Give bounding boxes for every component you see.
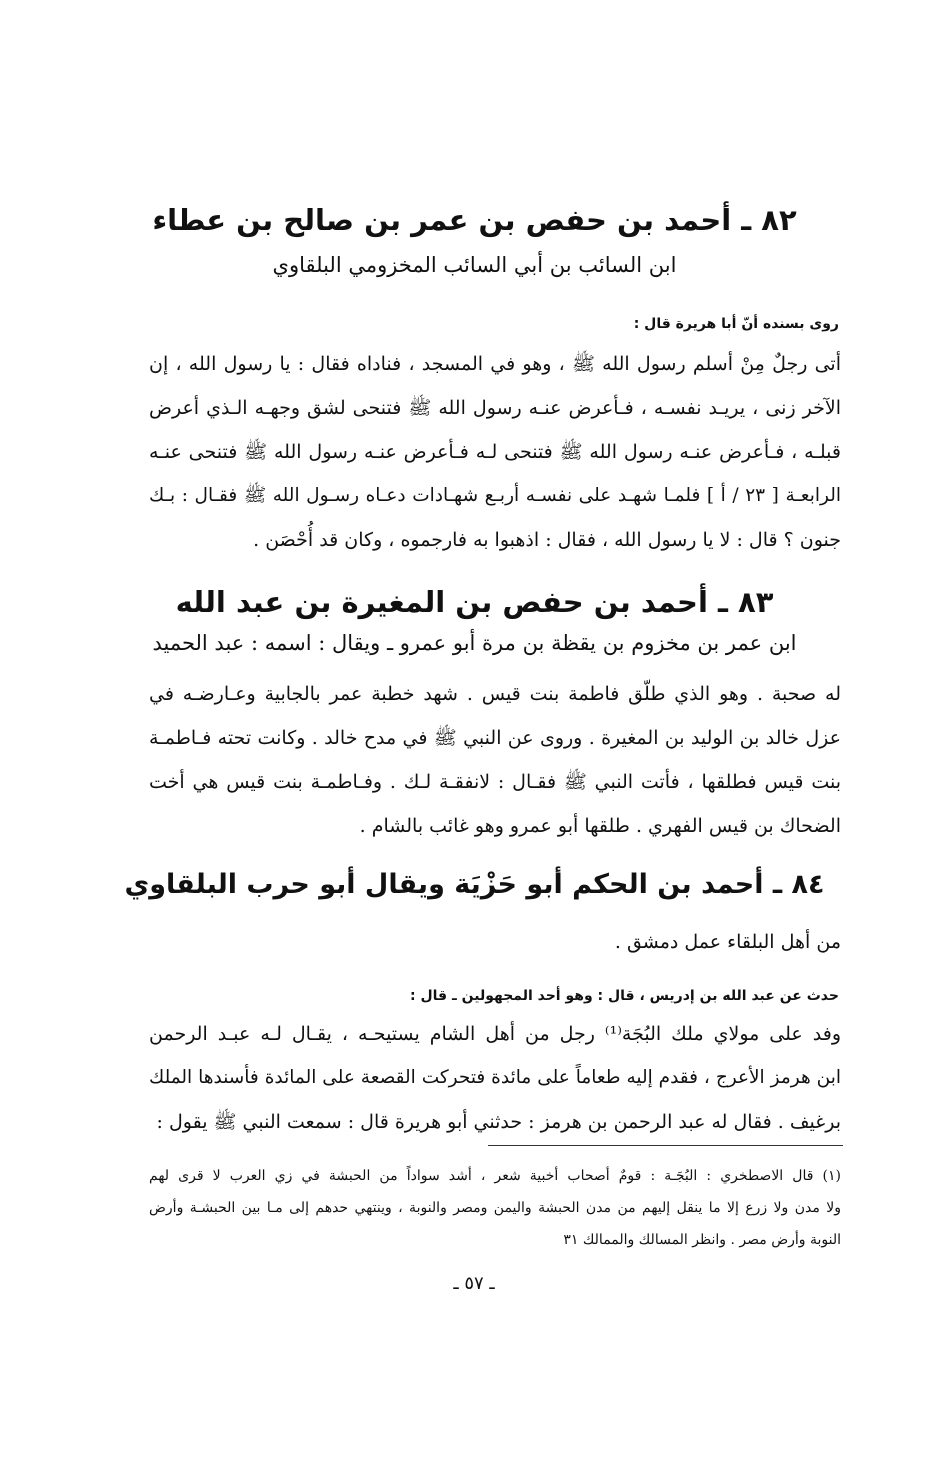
footnote xyxy=(149,1160,841,1256)
entry-84-isnad: حدث عن عبد الله بن إدريس ، قال : وهو أحد المجهولين ـ قال : xyxy=(410,988,839,1004)
text-line: ابن هرمز الأعرج ، فقدم إليه طعاماً على مائدة فتحركت القصعة على المائدة فأسندها الملك xyxy=(149,1067,841,1088)
entry-82-isnad: روى بسنده أنّ أبا هريرة قال : xyxy=(633,316,839,332)
entry-83-subheading: ابن عمر بن مخزوم بن يقظة بن مرة أبو عمرو ـ ويقال : اسمه : عبد الحميد xyxy=(152,631,797,655)
entry-83-body xyxy=(149,672,841,848)
text-line: الضحاك بن قيس الفهري . طلقها أبو عمرو وهو غائب بالشام . xyxy=(359,815,841,837)
entry-82-subheading: ابن السائب بن أبي السائب المخزومي البلقاوي xyxy=(272,253,677,277)
entry-82-heading: ٨٢ ـ أحمد بن حفص بن عمر بن صالح بن عطاء xyxy=(152,203,797,237)
footnote-line: ولا مدن ولا زرع إلا ما ينقل إليهم من مدن الحبشة واليمن ومصر والنوبة ، وينتهي حدهم إلى مـا بين الحبشـة وأرض xyxy=(149,1200,841,1216)
text-line: الرابعـة [ ٢٣ / أ ] فلمـا شهـد على نفسـه أربـع شهـادات دعـاه رسـول الله ﷺ فقـال : بـك xyxy=(149,485,841,506)
page-number: ـ ٥٧ ـ xyxy=(453,1273,495,1294)
footnote-line: (١) قال الاصطخري : البُجَـة : قومٌ أصحاب أخبية شعر ، أشد سواداً من الحبشة في زي العرب لا قرى لهم xyxy=(149,1168,841,1184)
entry-83-heading: ٨٣ ـ أحمد بن حفص بن المغيرة بن عبد الله xyxy=(175,585,774,619)
footnote-separator xyxy=(488,1145,843,1146)
footnote-line: النوبة وأرض مصر . وانظر المسالك والممالك ٣١ xyxy=(563,1232,841,1248)
text-line: جنون ؟ قال : لا يا رسول الله ، فقال : اذهبوا به فارجموه ، وكان قد أُحْصَن . xyxy=(253,529,841,551)
text-line: بنت قيس فطلقها ، فأتت النبي ﷺ فقـال : لانفقـة لـك . وفـاطمـة بنت قيس هي أخت xyxy=(149,771,841,793)
text-line: عزل خالد بن الوليد بن المغيرة . وروى عن النبي ﷺ في مدح خالد . وكانت تحته فـاطمـة xyxy=(149,727,841,749)
entry-82-body xyxy=(149,342,841,562)
text-line: الآخر زنى ، يريـد نفسـه ، فـأعرض عنـه رسول الله ﷺ فتنحى لشق وجهـه الـذي أعرض xyxy=(149,397,841,419)
text-line: قبلـه ، فـأعرض عنـه رسول الله ﷺ فتنحى لـه فـأعرض عنـه رسول الله ﷺ فتنحى عنـه xyxy=(149,441,841,463)
text-line: وفد على مولاي ملك البُجَة⁽¹⁾ رجل من أهل الشام يستيحـه ، يقـال لـه عبـد الرحمن xyxy=(149,1023,841,1045)
text-line: له صحبة . وهو الذي طلّق فاطمة بنت قيس . شهد خطبة عمر بالجابية وعـارضـه في xyxy=(149,683,841,705)
entry-84-body xyxy=(149,1012,841,1144)
entry-84-intro xyxy=(149,920,841,964)
text-line: برغيف . فقال له عبد الرحمن بن هرمز : حدثني أبو هريرة قال : سمعت النبي ﷺ يقول : xyxy=(156,1111,841,1133)
text-line: أتى رجلٌ مِنْ أسلم رسول الله ﷺ ، وهو في المسجد ، فناداه فقال : يا رسول الله ، إن xyxy=(149,353,841,375)
entry-84-heading: ٨٤ ـ أحمد بن الحكم أبو حَزْيَة ويقال أبو حرب البلقاوي xyxy=(124,869,825,900)
text-line: من أهل البلقاء عمل دمشق . xyxy=(614,931,841,953)
